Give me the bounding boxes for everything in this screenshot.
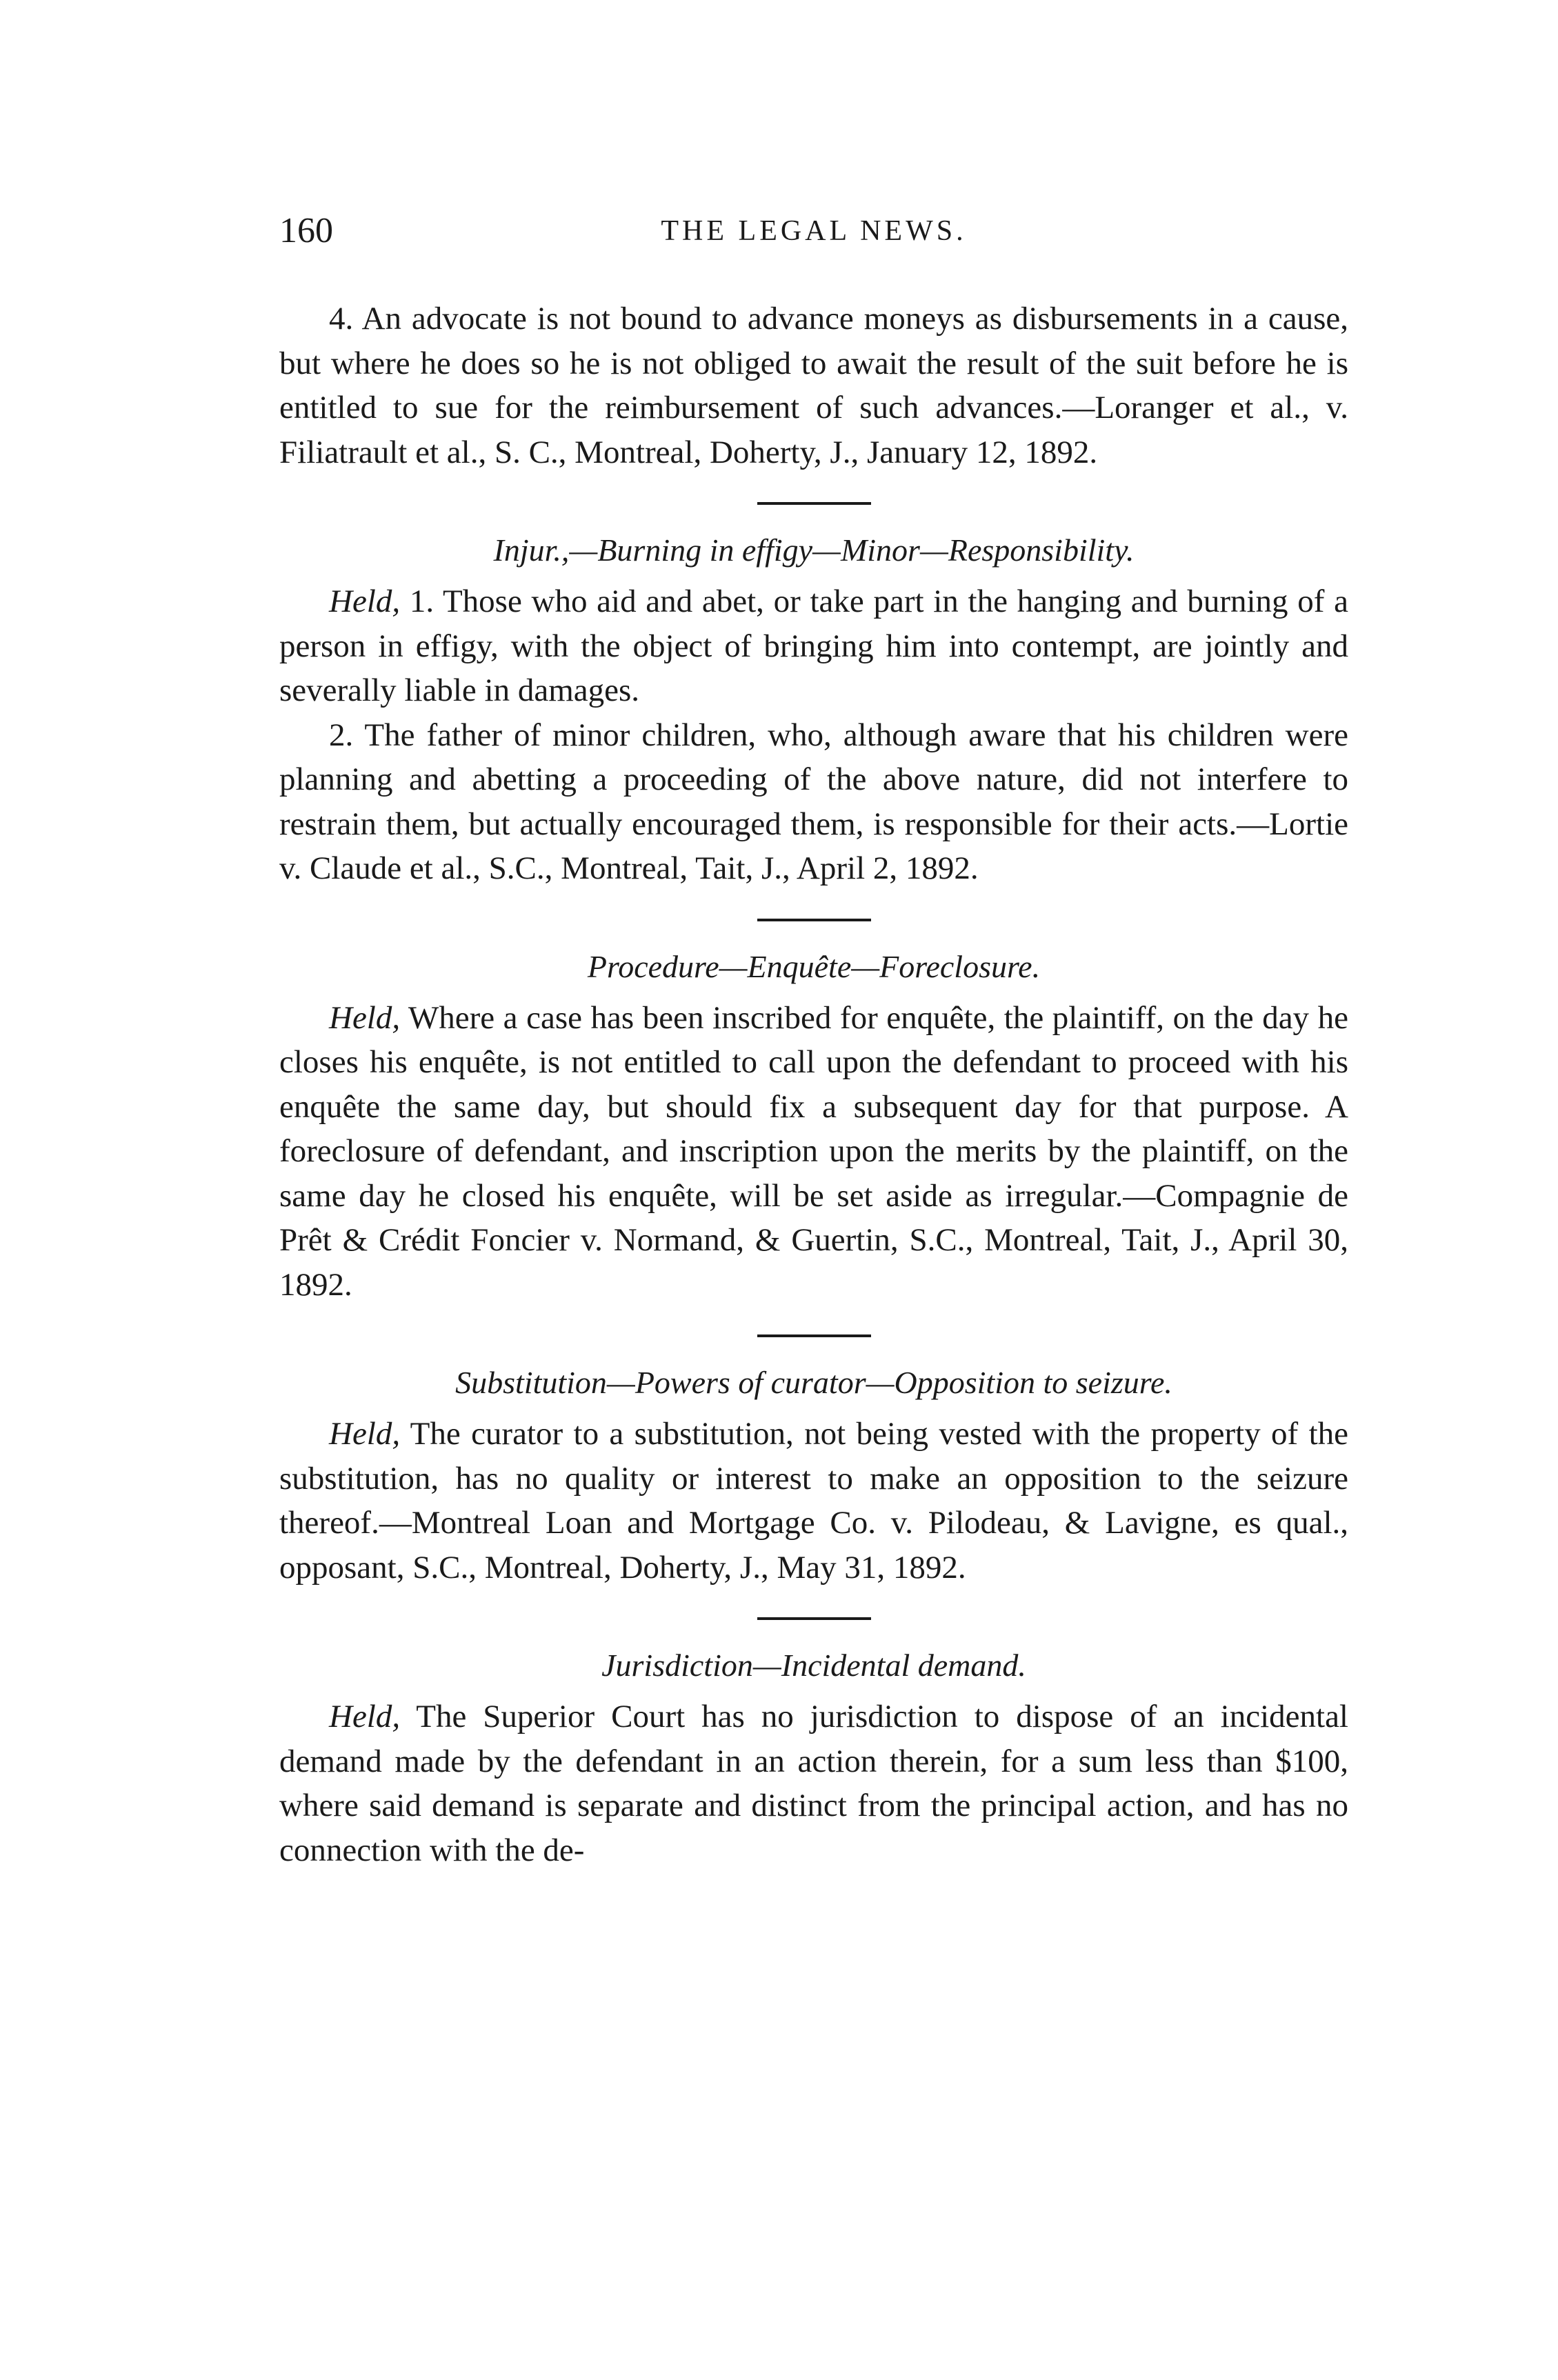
section-heading: Procedure—Enquête—Foreclosure. xyxy=(587,948,1041,984)
case-section-procedure xyxy=(279,945,1348,1308)
case-section-advocate xyxy=(279,297,1348,474)
case-section-substitution xyxy=(279,1361,1348,1590)
page xyxy=(279,207,1348,1872)
section-divider xyxy=(757,1617,871,1620)
paragraph-text: 2. The father of minor children, who, although aware that his children were planning and abetting a proceeding of the above nature, did not interfere to restrain them, but actually encouraged them, is responsible for their acts.—Lortie v. Claude et al., S.C., Montreal, Tait, J., April 2, 1892. xyxy=(279,717,1348,886)
section-heading: Jurisdiction—Incidental demand. xyxy=(601,1648,1026,1683)
section-divider xyxy=(757,919,871,921)
running-head xyxy=(279,207,1348,269)
held-label: Held, xyxy=(329,999,401,1036)
section-divider xyxy=(757,502,871,505)
page-number: 160 xyxy=(279,211,333,250)
case-paragraph xyxy=(279,1694,1348,1872)
paragraph-text: 4. An advocate is not bound to advance moneys as disbursements in a cause, but where he does so he is not obliged to await the result of the suit before he is entitled to sue for the reimbursement of such advances.—Loranger et al., v. Filiatrault et al., S. C., Montreal, Doherty, J., January 12, 1892. xyxy=(279,301,1348,470)
section-heading: Injur.,—Burning in effigy—Minor—Responsibility. xyxy=(493,532,1135,568)
case-paragraph xyxy=(279,297,1348,474)
case-section-jurisdiction xyxy=(279,1643,1348,1872)
paragraph-text: 1. Those who aid and abet, or take part in the hanging and burning of a person in effigy, with the object of bringing him into contempt, are jointly and severally liable in damages. xyxy=(279,583,1348,708)
held-label: Held, xyxy=(329,1699,401,1734)
case-paragraph xyxy=(279,1412,1348,1590)
paragraph-text: The Superior Court has no jurisdiction to dispose of an incidental demand made by the defendant in an action therein, for a sum less than $100, where said demand is separate and distinct from the principal action, and has no connection with the de- xyxy=(279,1699,1348,1868)
case-paragraph xyxy=(279,579,1348,713)
section-heading: Substitution—Powers of curator—Opposition to seizure. xyxy=(455,1365,1172,1400)
paragraph-text: The curator to a substitution, not being vested with the property of the substitution, has no quality or interest to make an opposition to the seizure thereof.—Montreal Loan and Mortgage Co. v. Pilodeau, & Lavigne, es qual., opposant, S.C., Montreal, Doherty, J., May 31, 1892. xyxy=(279,1416,1348,1586)
case-paragraph xyxy=(279,996,1348,1308)
held-label: Held, xyxy=(329,1416,401,1452)
paragraph-text: Where a case has been inscribed for enquête, the plaintiff, on the day he closes his enquête, is not entitled to call upon the defendant to proceed with his enquête the same day, but should fix a subsequent day for that purpose. A foreclosure of defendant, and inscription upon the merits by the plaintiff, on the same day he closed his enquête, will be set aside as irregular.—Compagnie de Prêt & Crédit Foncier v. Normand, & Guertin, S.C., Montreal, Tait, J., April 30, 1892. xyxy=(279,999,1348,1303)
section-divider xyxy=(757,1334,871,1337)
case-section-injury xyxy=(279,528,1348,891)
case-paragraph xyxy=(279,713,1348,891)
journal-title: THE LEGAL NEWS. xyxy=(661,215,967,247)
held-label: Held, xyxy=(329,583,401,619)
